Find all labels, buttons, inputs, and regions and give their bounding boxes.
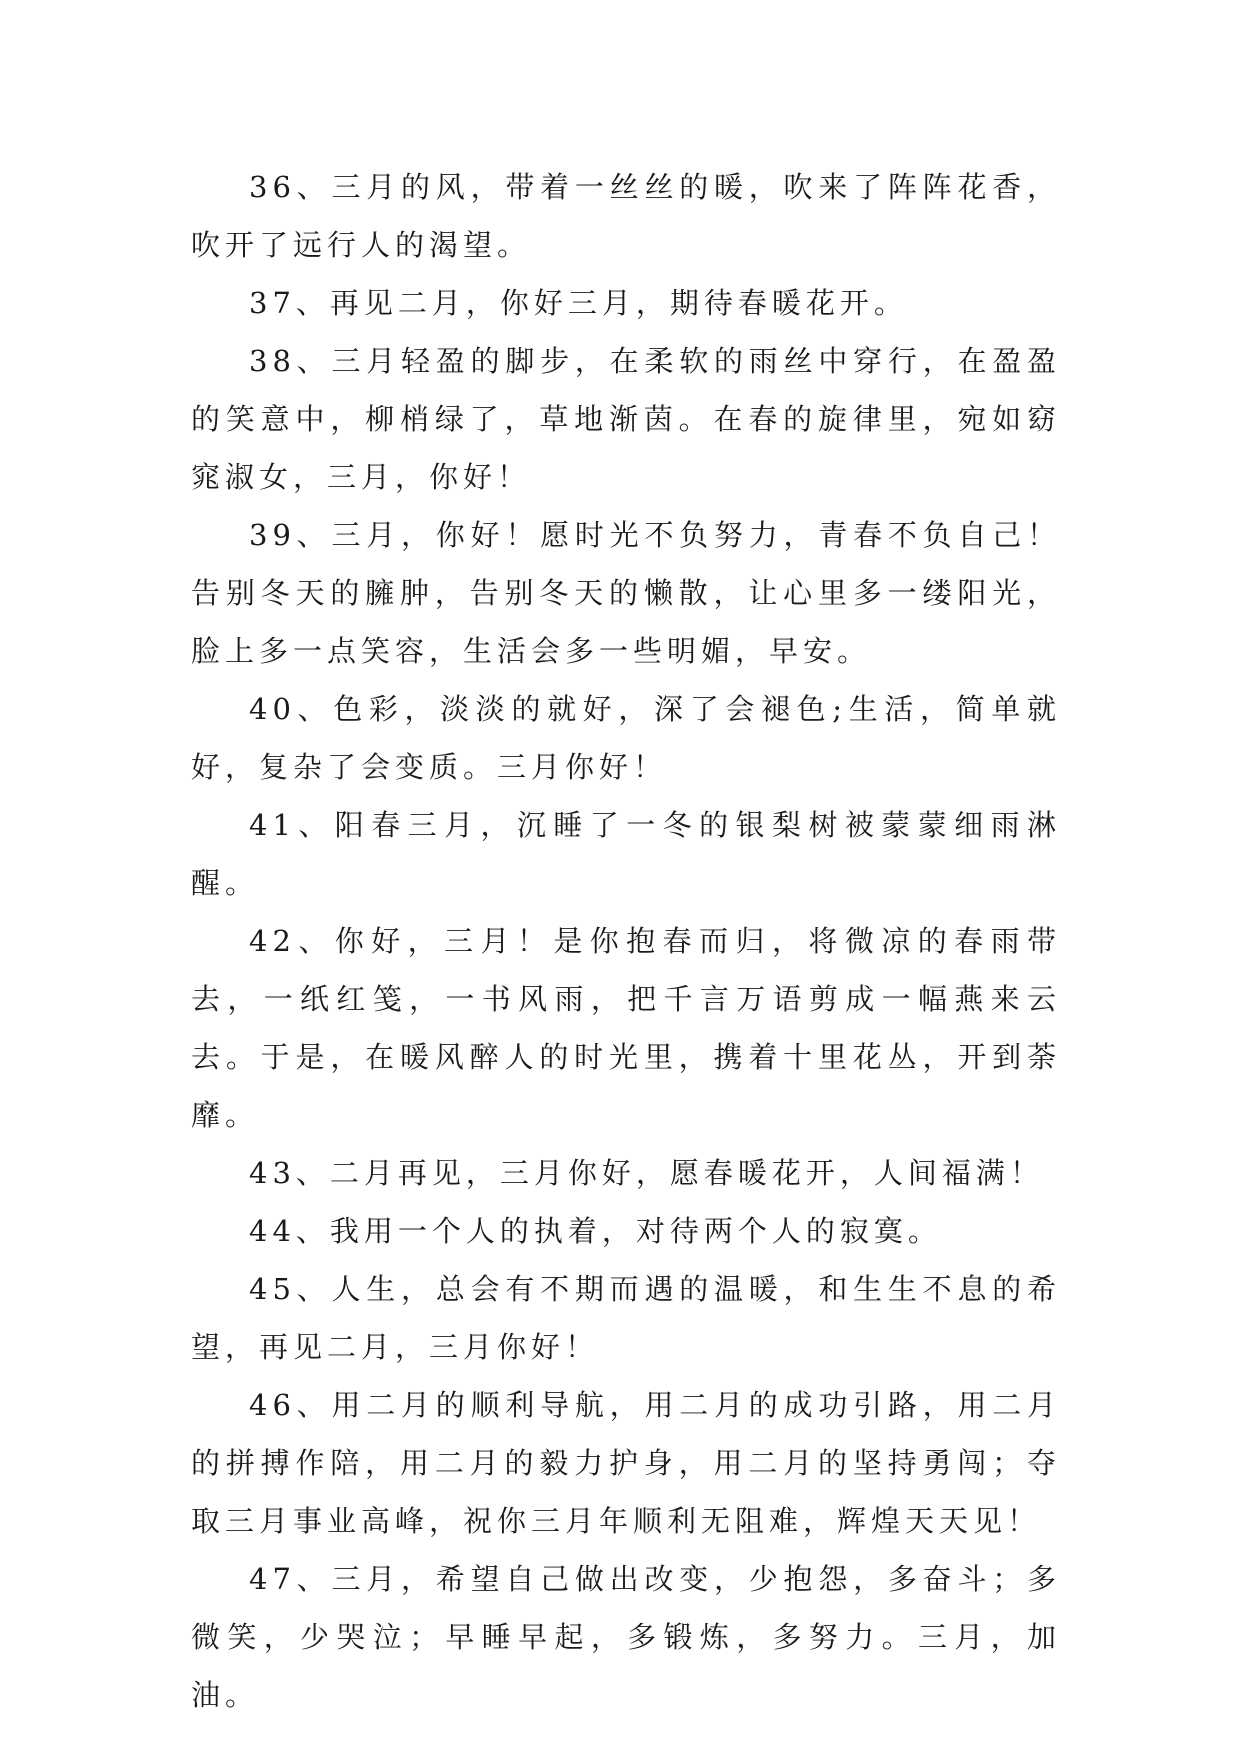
paragraph-38: 38、三月轻盈的脚步，在柔软的雨丝中穿行，在盈盈的笑意中，柳梢绿了，草地渐茵。在春的旋律里，宛如窈窕淑女，三月，你好！: [191, 344, 1061, 494]
paragraph-39: 39、三月，你好！愿时光不负努力，青春不负自己！告别冬天的臃肿，告别冬天的懒散，让心里多一缕阳光，脸上多一点笑容，生活会多一些明媚，早安。: [191, 518, 1061, 668]
paragraph-41: 41、阳春三月，沉睡了一冬的银梨树被蒙蒙细雨淋醒。: [191, 808, 1061, 900]
paragraph-46: 46、用二月的顺利导航，用二月的成功引路，用二月的拼搏作陪，用二月的毅力护身，用二月的坚持勇闯；夺取三月事业高峰，祝你三月年顺利无阻难，辉煌天天见！: [191, 1388, 1061, 1538]
paragraph-42: 42、你好，三月！是你抱春而归，将微凉的春雨带去，一纸红笺，一书风雨，把千言万语剪成一幅燕来云去。于是，在暖风醉人的时光里，携着十里花丛，开到荼靡。: [191, 924, 1061, 1132]
paragraph-47: 47、三月，希望自己做出改变，少抱怨，多奋斗；多微笑，少哭泣；早睡早起，多锻炼，多努力。三月，加油。: [191, 1562, 1061, 1712]
paragraph-44: 44、我用一个人的执着，对待两个人的寂寞。: [249, 1214, 942, 1248]
paragraph-36: 36、三月的风，带着一丝丝的暖，吹来了阵阵花香，吹开了远行人的渴望。: [191, 170, 1061, 262]
paragraph-45: 45、人生，总会有不期而遇的温暖，和生生不息的希望，再见二月，三月你好！: [191, 1272, 1061, 1364]
document-body: [191, 158, 1061, 1724]
paragraph-37: 37、再见二月，你好三月，期待春暖花开。: [249, 286, 908, 320]
paragraph-43: 43、二月再见，三月你好，愿春暖花开，人间福满！: [249, 1156, 1044, 1190]
paragraph-40: 40、色彩，淡淡的就好，深了会褪色;生活，简单就好，复杂了会变质。三月你好！: [191, 692, 1061, 784]
